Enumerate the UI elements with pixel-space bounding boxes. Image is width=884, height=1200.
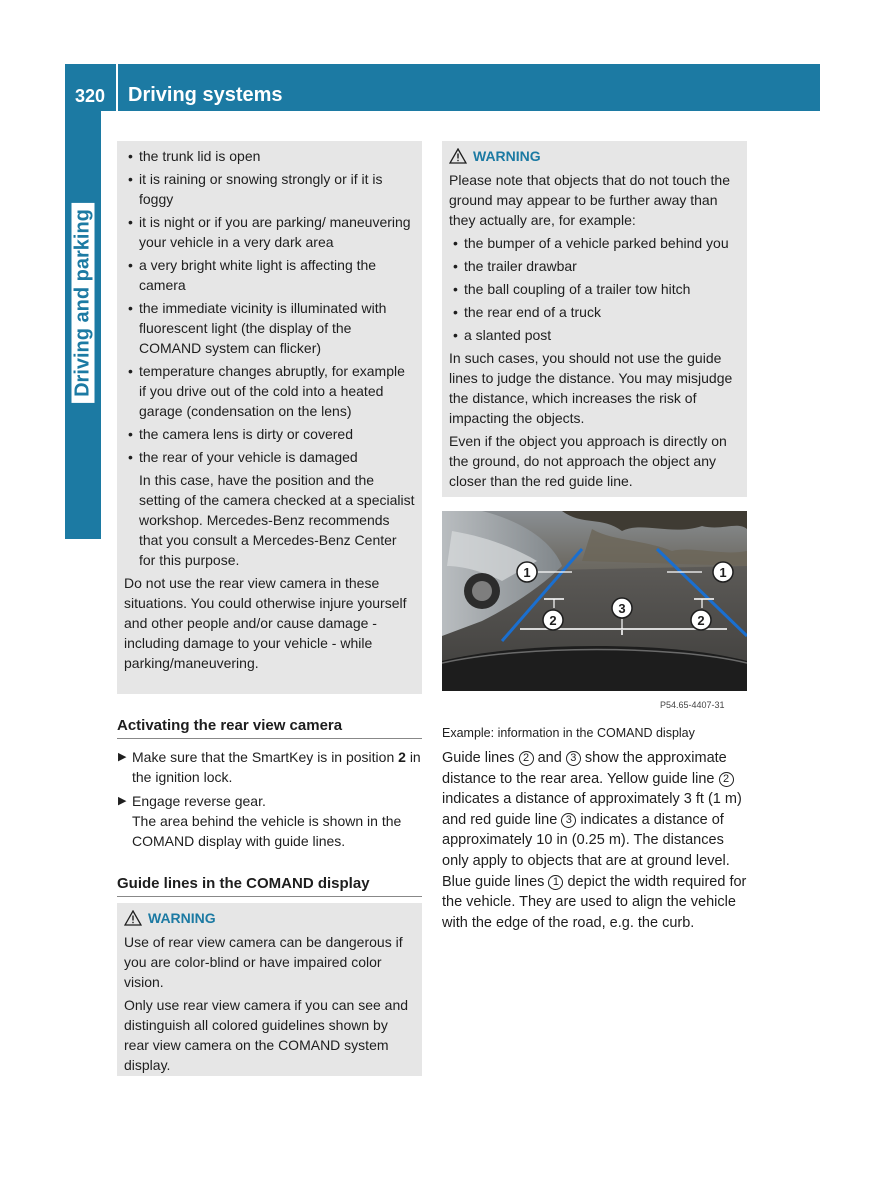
marker-3: 3: [566, 751, 581, 766]
callout-2-left: [543, 610, 563, 630]
condition-item: • a very bright white light is affecting the camera: [124, 255, 415, 295]
body-t4: indicates a distance of approximately 3 ft (1 m) and red guide line: [442, 791, 742, 828]
step-1-text-b: in the ignition lock.: [132, 749, 421, 785]
object-item: • a slanted post: [449, 325, 740, 345]
marker-2: 2: [519, 751, 534, 766]
body-t6: depict the width required for the vehicle. They are used to align the vehicle with the edge of the road, e.g. the curb.: [442, 873, 747, 931]
body-t5: indicates a distance of approximately 10 in (0.25 m). The distances only apply to objects that are at ground level. Blue guide lines: [442, 811, 730, 890]
objects-warning-p1: In such cases, you should not use the guide lines to judge the distance. You may misjudge the distance, which increases the risk of impacting the objects.: [449, 350, 733, 426]
callout-1-right: [713, 562, 733, 582]
activating-section: [117, 716, 422, 855]
objects-warning-header: [449, 146, 740, 166]
condition-item: • it is raining or snowing strongly or if it is foggy: [124, 169, 415, 209]
step-arrow-icon: ▶: [118, 795, 127, 807]
step-arrow-icon: ▶: [118, 751, 127, 763]
marker-2: 2: [719, 772, 734, 787]
side-tab-label-wrap: [65, 111, 101, 539]
step-2: [117, 791, 422, 851]
warning-triangle-icon: [449, 148, 467, 164]
conditions-box: [117, 141, 422, 694]
step-1-position: 2: [398, 749, 406, 765]
callout-2-right: [691, 610, 711, 630]
guide-warning-label: WARNING: [148, 910, 216, 926]
header-divider: [116, 64, 118, 111]
object-item: • the rear end of a truck: [449, 302, 740, 322]
camera-display-image: [442, 511, 747, 691]
body-t2: and: [537, 750, 562, 766]
camera-display-figure: [442, 511, 747, 691]
svg-text:3: 3: [618, 601, 626, 616]
callout-3: [612, 598, 632, 618]
page-number: 320: [75, 86, 106, 106]
do-not-use-note: Do not use the rear view camera in these situations. You could otherwise injure yourself and other people and/or cause damage - including damage to your vehicle - while parking/maneuvering.: [124, 575, 407, 671]
callout-1-left: [517, 562, 537, 582]
svg-text:1: 1: [719, 565, 727, 580]
svg-text:2: 2: [549, 613, 557, 628]
conditions-list: [124, 146, 415, 467]
guide-warning-p1: Use of rear view camera can be dangerous if you are color-blind or have impaired color vision.: [124, 934, 403, 990]
guide-heading: Guide lines in the COMAND display: [117, 874, 422, 897]
step-2-result: The area behind the vehicle is shown in the COMAND display with guide lines.: [132, 813, 402, 849]
figure-code: P54.65-4407-31: [660, 700, 725, 710]
marker-3: 3: [561, 813, 576, 828]
figure-caption: Example: information in the COMAND display: [442, 726, 695, 740]
svg-text:1: 1: [523, 565, 531, 580]
object-item: • the trailer drawbar: [449, 256, 740, 276]
workshop-note: In this case, have the position and the setting of the camera checked at a specialist workshop. Mercedes-Benz recommends that you consult a Mercedes-Benz Center for this purpose.: [139, 472, 415, 568]
body-t3: show the approximate distance to the rear area. Yellow guide line: [442, 750, 727, 787]
condition-item: • the camera lens is dirty or covered: [124, 424, 415, 444]
step-1: [117, 747, 422, 787]
body-t1: Guide lines: [442, 750, 515, 766]
guide-warning-header: [124, 908, 415, 928]
condition-item: • the immediate vicinity is illuminated with fluorescent light (the display of the COMAND system can flicker): [124, 298, 415, 358]
condition-item: • temperature changes abruptly, for example if you drive out of the cold into a heated garage (condensation on the lens): [124, 361, 415, 421]
side-tab-label: Driving and parking: [72, 203, 95, 403]
objects-warning-label: WARNING: [473, 148, 541, 164]
step-1-text-a: Make sure that the SmartKey is in position: [132, 749, 395, 765]
step-2-text: Engage reverse gear.: [132, 793, 266, 809]
object-item: • the ball coupling of a trailer tow hitch: [449, 279, 740, 299]
condition-item: • it is night or if you are parking/ maneuvering your vehicle in a very dark area: [124, 212, 415, 252]
object-item: • the bumper of a vehicle parked behind you: [449, 233, 740, 253]
marker-1: 1: [548, 875, 563, 890]
warning-triangle-icon: [124, 910, 142, 926]
activating-heading: Activating the rear view camera: [117, 716, 422, 739]
svg-text:2: 2: [697, 613, 705, 628]
condition-item: • the trunk lid is open: [124, 146, 415, 166]
guide-warning-box: [117, 903, 422, 1076]
objects-warning-box: [442, 141, 747, 497]
objects-warning-intro: Please note that objects that do not touch the ground may appear to be further away than they actually are, for example:: [449, 172, 730, 228]
objects-warning-p2: Even if the object you approach is directly on the ground, do not approach the object any closer than the red guide line.: [449, 433, 727, 489]
guide-lines-explanation: [442, 748, 748, 933]
guide-section: [117, 874, 422, 905]
page-title: Driving systems: [128, 84, 283, 106]
condition-item: • the rear of your vehicle is damaged: [124, 447, 415, 467]
guide-warning-p2: Only use rear view camera if you can see and distinguish all colored guidelines shown by rear view camera on the COMAND system display.: [124, 997, 409, 1073]
page-header: [65, 64, 820, 111]
objects-list: [449, 233, 740, 345]
